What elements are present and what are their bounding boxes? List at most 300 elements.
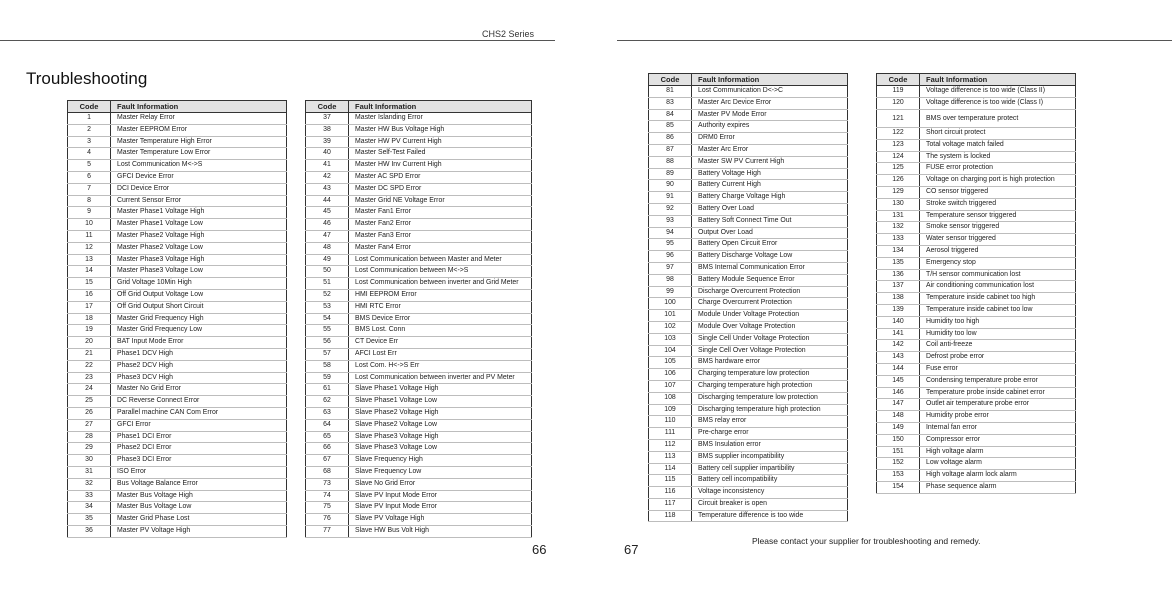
table-row <box>877 210 1076 222</box>
fault-code: 130 <box>877 198 920 210</box>
table-row <box>649 203 848 215</box>
table-row <box>306 148 532 160</box>
table-row <box>68 325 287 337</box>
fault-code: 17 <box>68 301 111 313</box>
fault-information: Circuit breaker is open <box>692 498 848 510</box>
table-row <box>877 328 1076 340</box>
fault-information: High voltage alarm lock alarm <box>920 470 1076 482</box>
fault-code: 35 <box>68 514 111 526</box>
fault-information: BMS hardware error <box>692 357 848 369</box>
fault-information: Temperature inside cabinet too low <box>920 305 1076 317</box>
fault-code: 68 <box>306 466 349 478</box>
column-header-code: Code <box>649 74 692 86</box>
table-row <box>306 136 532 148</box>
fault-code: 115 <box>649 475 692 487</box>
table-row <box>877 482 1076 494</box>
table-row <box>306 313 532 325</box>
fault-code: 132 <box>877 222 920 234</box>
fault-information: Master AC SPD Error <box>349 171 532 183</box>
column-header-fault-information: Fault Information <box>692 74 848 86</box>
fault-code: 6 <box>68 171 111 183</box>
fault-code: 138 <box>877 293 920 305</box>
fault-code: 124 <box>877 151 920 163</box>
table-row <box>877 257 1076 269</box>
fault-code: 153 <box>877 470 920 482</box>
fault-information: Master Temperature High Error <box>111 136 287 148</box>
fault-code: 97 <box>649 262 692 274</box>
table-row <box>877 97 1076 109</box>
fault-code: 55 <box>306 325 349 337</box>
fault-information: Master Phase2 Voltage High <box>111 230 287 242</box>
fault-information: Slave Phase3 Voltage High <box>349 431 532 443</box>
table-row <box>68 407 287 419</box>
table-row <box>649 97 848 109</box>
fault-code: 66 <box>306 443 349 455</box>
fault-code: 56 <box>306 337 349 349</box>
header-rule-left <box>0 40 555 41</box>
header-rule-right <box>617 40 1172 41</box>
table-row <box>306 490 532 502</box>
series-label: CHS2 Series <box>482 29 535 39</box>
table-row <box>649 86 848 98</box>
table-row <box>877 446 1076 458</box>
column-header-code: Code <box>68 101 111 113</box>
fault-table-3 <box>648 73 848 522</box>
table-row <box>306 384 532 396</box>
table-row <box>68 478 287 490</box>
table-row <box>306 219 532 231</box>
table-row <box>306 278 532 290</box>
table-row <box>649 428 848 440</box>
fault-code: 122 <box>877 128 920 140</box>
fault-code: 109 <box>649 404 692 416</box>
table-row <box>649 463 848 475</box>
table-row <box>306 289 532 301</box>
table-row <box>649 215 848 227</box>
table-row <box>649 510 848 522</box>
table-row <box>68 337 287 349</box>
fault-code: 13 <box>68 254 111 266</box>
table-row <box>68 466 287 478</box>
table-row <box>68 254 287 266</box>
fault-code: 141 <box>877 328 920 340</box>
table-row <box>68 113 287 125</box>
table-row <box>649 239 848 251</box>
fault-information: Fuse error <box>920 364 1076 376</box>
fault-code: 22 <box>68 360 111 372</box>
fault-information: Temperature difference is too wide <box>692 510 848 522</box>
fault-information: Voltage difference is too wide (Class II) <box>920 86 1076 98</box>
table-row <box>68 313 287 325</box>
fault-code: 147 <box>877 399 920 411</box>
fault-information: AFCI Lost Err <box>349 348 532 360</box>
fault-information: BMS Device Error <box>349 313 532 325</box>
fault-code: 92 <box>649 203 692 215</box>
fault-code: 18 <box>68 313 111 325</box>
fault-code: 28 <box>68 431 111 443</box>
fault-information: Pre-charge error <box>692 428 848 440</box>
fault-information: Total voltage match failed <box>920 139 1076 151</box>
table-row <box>877 316 1076 328</box>
table-row <box>649 345 848 357</box>
fault-information: Battery Soft Connect Time Out <box>692 215 848 227</box>
fault-information: CT Device Err <box>349 337 532 349</box>
fault-code: 98 <box>649 274 692 286</box>
fault-information: Internal fan error <box>920 423 1076 435</box>
fault-information: Master Grid NE Voltage Error <box>349 195 532 207</box>
fault-information: Water sensor triggered <box>920 234 1076 246</box>
table-row <box>649 298 848 310</box>
table-row <box>306 360 532 372</box>
fault-code: 32 <box>68 478 111 490</box>
table-row <box>68 136 287 148</box>
table-row <box>68 160 287 172</box>
fault-information: Battery Open Circuit Error <box>692 239 848 251</box>
fault-information: Lost Com. H<->S Err <box>349 360 532 372</box>
fault-code: 108 <box>649 392 692 404</box>
fault-table-4 <box>876 73 1076 494</box>
table-row <box>68 372 287 384</box>
fault-code: 123 <box>877 139 920 151</box>
fault-code: 101 <box>649 310 692 322</box>
fault-information: Off Grid Output Voltage Low <box>111 289 287 301</box>
fault-code: 38 <box>306 124 349 136</box>
fault-code: 7 <box>68 183 111 195</box>
fault-code: 112 <box>649 439 692 451</box>
fault-code: 89 <box>649 168 692 180</box>
fault-code: 25 <box>68 396 111 408</box>
fault-information: Master Grid Phase Lost <box>111 514 287 526</box>
fault-information: Charging temperature high protection <box>692 380 848 392</box>
table-row <box>306 266 532 278</box>
table-row <box>306 407 532 419</box>
fault-information: Master DC SPD Error <box>349 183 532 195</box>
fault-table-2 <box>305 100 532 538</box>
fault-information: Master No Grid Error <box>111 384 287 396</box>
fault-information: Voltage difference is too wide (Class I) <box>920 97 1076 109</box>
table-row <box>68 431 287 443</box>
fault-code: 41 <box>306 160 349 172</box>
table-row <box>68 490 287 502</box>
fault-information: Temperature inside cabinet too high <box>920 293 1076 305</box>
fault-code: 44 <box>306 195 349 207</box>
table-row <box>306 466 532 478</box>
fault-information: Master HW Bus Voltage High <box>349 124 532 136</box>
fault-information: Master Fan2 Error <box>349 219 532 231</box>
table-row <box>68 443 287 455</box>
fault-code: 33 <box>68 490 111 502</box>
fault-code: 103 <box>649 333 692 345</box>
table-row <box>68 525 287 537</box>
fault-information: Master Fan4 Error <box>349 242 532 254</box>
fault-code: 53 <box>306 301 349 313</box>
fault-information: Master PV Voltage High <box>111 525 287 537</box>
table-row <box>306 419 532 431</box>
fault-code: 16 <box>68 289 111 301</box>
fault-information: GFCI Device Error <box>111 171 287 183</box>
fault-code: 143 <box>877 352 920 364</box>
fault-information: Master Arc Error <box>692 144 848 156</box>
fault-information: Lost Communication between inverter and PV Meter <box>349 372 532 384</box>
table-row <box>649 262 848 274</box>
fault-code: 76 <box>306 514 349 526</box>
table-row <box>877 269 1076 281</box>
fault-code: 146 <box>877 387 920 399</box>
fault-information: Battery Discharge Voltage Low <box>692 251 848 263</box>
table-row <box>877 375 1076 387</box>
fault-code: 1 <box>68 113 111 125</box>
table-row <box>68 301 287 313</box>
column-header-code: Code <box>877 74 920 86</box>
fault-code: 150 <box>877 434 920 446</box>
fault-information: Authority expires <box>692 121 848 133</box>
fault-code: 100 <box>649 298 692 310</box>
table-row <box>649 439 848 451</box>
table-row <box>68 266 287 278</box>
table-row <box>306 396 532 408</box>
fault-code: 11 <box>68 230 111 242</box>
fault-code: 134 <box>877 246 920 258</box>
table-row <box>649 168 848 180</box>
table-row <box>877 281 1076 293</box>
fault-information: Slave Frequency High <box>349 455 532 467</box>
table-row <box>68 171 287 183</box>
fault-information: BAT Input Mode Error <box>111 337 287 349</box>
fault-information: Slave Phase1 Voltage Low <box>349 396 532 408</box>
table-row <box>877 151 1076 163</box>
fault-code: 142 <box>877 340 920 352</box>
fault-code: 144 <box>877 364 920 376</box>
fault-information: Master Fan3 Error <box>349 230 532 242</box>
fault-information: Low voltage alarm <box>920 458 1076 470</box>
fault-information: Master HW Inv Current High <box>349 160 532 172</box>
fault-information: Master Arc Device Error <box>692 97 848 109</box>
fault-information: ISO Error <box>111 466 287 478</box>
fault-code: 4 <box>68 148 111 160</box>
fault-code: 151 <box>877 446 920 458</box>
table-row <box>877 86 1076 98</box>
fault-information: Condensing temperature probe error <box>920 375 1076 387</box>
fault-code: 10 <box>68 219 111 231</box>
fault-information: T/H sensor communication lost <box>920 269 1076 281</box>
fault-information: Master Temperature Low Error <box>111 148 287 160</box>
fault-information: Slave PV Input Mode Error <box>349 490 532 502</box>
table-row <box>68 348 287 360</box>
fault-code: 51 <box>306 278 349 290</box>
fault-code: 85 <box>649 121 692 133</box>
fault-code: 140 <box>877 316 920 328</box>
fault-information: Master Grid Frequency Low <box>111 325 287 337</box>
fault-information: Battery cell supplier impartibility <box>692 463 848 475</box>
fault-information: Master Islanding Error <box>349 113 532 125</box>
table-row <box>68 195 287 207</box>
fault-information: Master Phase1 Voltage Low <box>111 219 287 231</box>
fault-code: 2 <box>68 124 111 136</box>
fault-code: 31 <box>68 466 111 478</box>
fault-information: Temperature probe inside cabinet error <box>920 387 1076 399</box>
fault-information: Master Grid Frequency High <box>111 313 287 325</box>
fault-code: 136 <box>877 269 920 281</box>
fault-code: 21 <box>68 348 111 360</box>
table-row <box>306 254 532 266</box>
fault-code: 149 <box>877 423 920 435</box>
fault-code: 83 <box>649 97 692 109</box>
fault-code: 90 <box>649 180 692 192</box>
table-row <box>68 207 287 219</box>
fault-information: Short circuit protect <box>920 128 1076 140</box>
fault-information: Charge Overcurrent Protection <box>692 298 848 310</box>
table-row <box>649 357 848 369</box>
fault-code: 34 <box>68 502 111 514</box>
fault-code: 102 <box>649 321 692 333</box>
table-row <box>649 133 848 145</box>
fault-information: Master Bus Voltage High <box>111 490 287 502</box>
table-row <box>306 372 532 384</box>
table-row <box>877 128 1076 140</box>
fault-code: 67 <box>306 455 349 467</box>
table-row <box>649 392 848 404</box>
fault-code: 145 <box>877 375 920 387</box>
table-row <box>68 219 287 231</box>
table-row <box>306 207 532 219</box>
fault-code: 129 <box>877 187 920 199</box>
table-row <box>68 183 287 195</box>
column-header-fault-information: Fault Information <box>111 101 287 113</box>
fault-information: Single Cell Over Voltage Protection <box>692 345 848 357</box>
fault-information: Module Under Voltage Protection <box>692 310 848 322</box>
table-row <box>306 242 532 254</box>
fault-code: 62 <box>306 396 349 408</box>
fault-information: Phase1 DCV High <box>111 348 287 360</box>
table-row <box>877 246 1076 258</box>
fault-information: DRM0 Error <box>692 133 848 145</box>
fault-information: CO sensor triggered <box>920 187 1076 199</box>
table-row <box>649 475 848 487</box>
table-row <box>877 470 1076 482</box>
fault-information: Air conditioning communication lost <box>920 281 1076 293</box>
fault-code: 54 <box>306 313 349 325</box>
fault-information: DC Reverse Connect Error <box>111 396 287 408</box>
table-row <box>649 380 848 392</box>
table-row <box>877 139 1076 151</box>
fault-code: 121 <box>877 109 920 128</box>
table-row <box>68 124 287 136</box>
table-row <box>68 396 287 408</box>
fault-code: 8 <box>68 195 111 207</box>
fault-information: Lost Communication between inverter and Grid Meter <box>349 278 532 290</box>
table-row <box>649 416 848 428</box>
fault-code: 20 <box>68 337 111 349</box>
fault-information: Master Phase1 Voltage High <box>111 207 287 219</box>
table-row <box>649 121 848 133</box>
table-row <box>877 198 1076 210</box>
fault-code: 40 <box>306 148 349 160</box>
fault-code: 96 <box>649 251 692 263</box>
table-row <box>877 411 1076 423</box>
fault-information: FUSE error protection <box>920 163 1076 175</box>
fault-table-1 <box>67 100 287 538</box>
table-row <box>877 352 1076 364</box>
fault-information: Slave Frequency Low <box>349 466 532 478</box>
fault-information: Output Over Load <box>692 227 848 239</box>
fault-information: Compressor error <box>920 434 1076 446</box>
fault-information: DCI Device Error <box>111 183 287 195</box>
fault-information: Phase2 DCI Error <box>111 443 287 455</box>
table-row <box>649 109 848 121</box>
fault-information: Master Relay Error <box>111 113 287 125</box>
table-row <box>306 455 532 467</box>
fault-code: 113 <box>649 451 692 463</box>
fault-code: 77 <box>306 525 349 537</box>
fault-code: 125 <box>877 163 920 175</box>
table-row <box>877 222 1076 234</box>
table-row <box>306 325 532 337</box>
fault-information: Humidity probe error <box>920 411 1076 423</box>
table-row <box>306 525 532 537</box>
fault-information: Master EEPROM Error <box>111 124 287 136</box>
fault-code: 135 <box>877 257 920 269</box>
fault-code: 64 <box>306 419 349 431</box>
fault-code: 26 <box>68 407 111 419</box>
table-row <box>306 301 532 313</box>
table-row <box>877 340 1076 352</box>
fault-code: 30 <box>68 455 111 467</box>
fault-information: Battery Voltage High <box>692 168 848 180</box>
fault-information: Outlet air temperature probe error <box>920 399 1076 411</box>
fault-information: Slave Phase3 Voltage Low <box>349 443 532 455</box>
table-row <box>306 183 532 195</box>
table-row <box>306 431 532 443</box>
page-title: Troubleshooting <box>26 69 148 88</box>
fault-code: 148 <box>877 411 920 423</box>
fault-information: Voltage on charging port is high protection <box>920 175 1076 187</box>
fault-information: Temperature sensor triggered <box>920 210 1076 222</box>
fault-code: 65 <box>306 431 349 443</box>
table-row <box>306 348 532 360</box>
fault-code: 52 <box>306 289 349 301</box>
fault-code: 106 <box>649 369 692 381</box>
table-row <box>306 171 532 183</box>
table-row <box>649 144 848 156</box>
fault-code: 45 <box>306 207 349 219</box>
table-row <box>649 369 848 381</box>
fault-code: 59 <box>306 372 349 384</box>
fault-information: Discharge Overcurrent Protection <box>692 286 848 298</box>
column-header-code: Code <box>306 101 349 113</box>
table-row <box>68 384 287 396</box>
fault-information: BMS Insulation error <box>692 439 848 451</box>
table-row <box>649 192 848 204</box>
fault-code: 86 <box>649 133 692 145</box>
table-row <box>306 160 532 172</box>
fault-information: Coil anti-freeze <box>920 340 1076 352</box>
fault-information: Master Fan1 Error <box>349 207 532 219</box>
table-row <box>649 251 848 263</box>
fault-information: Battery Charge Voltage High <box>692 192 848 204</box>
table-row <box>306 443 532 455</box>
fault-code: 117 <box>649 498 692 510</box>
fault-code: 46 <box>306 219 349 231</box>
fault-information: Battery Module Sequence Error <box>692 274 848 286</box>
fault-information: Battery Over Load <box>692 203 848 215</box>
fault-code: 50 <box>306 266 349 278</box>
fault-information: Humidity too high <box>920 316 1076 328</box>
fault-code: 12 <box>68 242 111 254</box>
fault-information: Charging temperature low protection <box>692 369 848 381</box>
fault-code: 110 <box>649 416 692 428</box>
table-row <box>649 156 848 168</box>
table-row <box>68 278 287 290</box>
